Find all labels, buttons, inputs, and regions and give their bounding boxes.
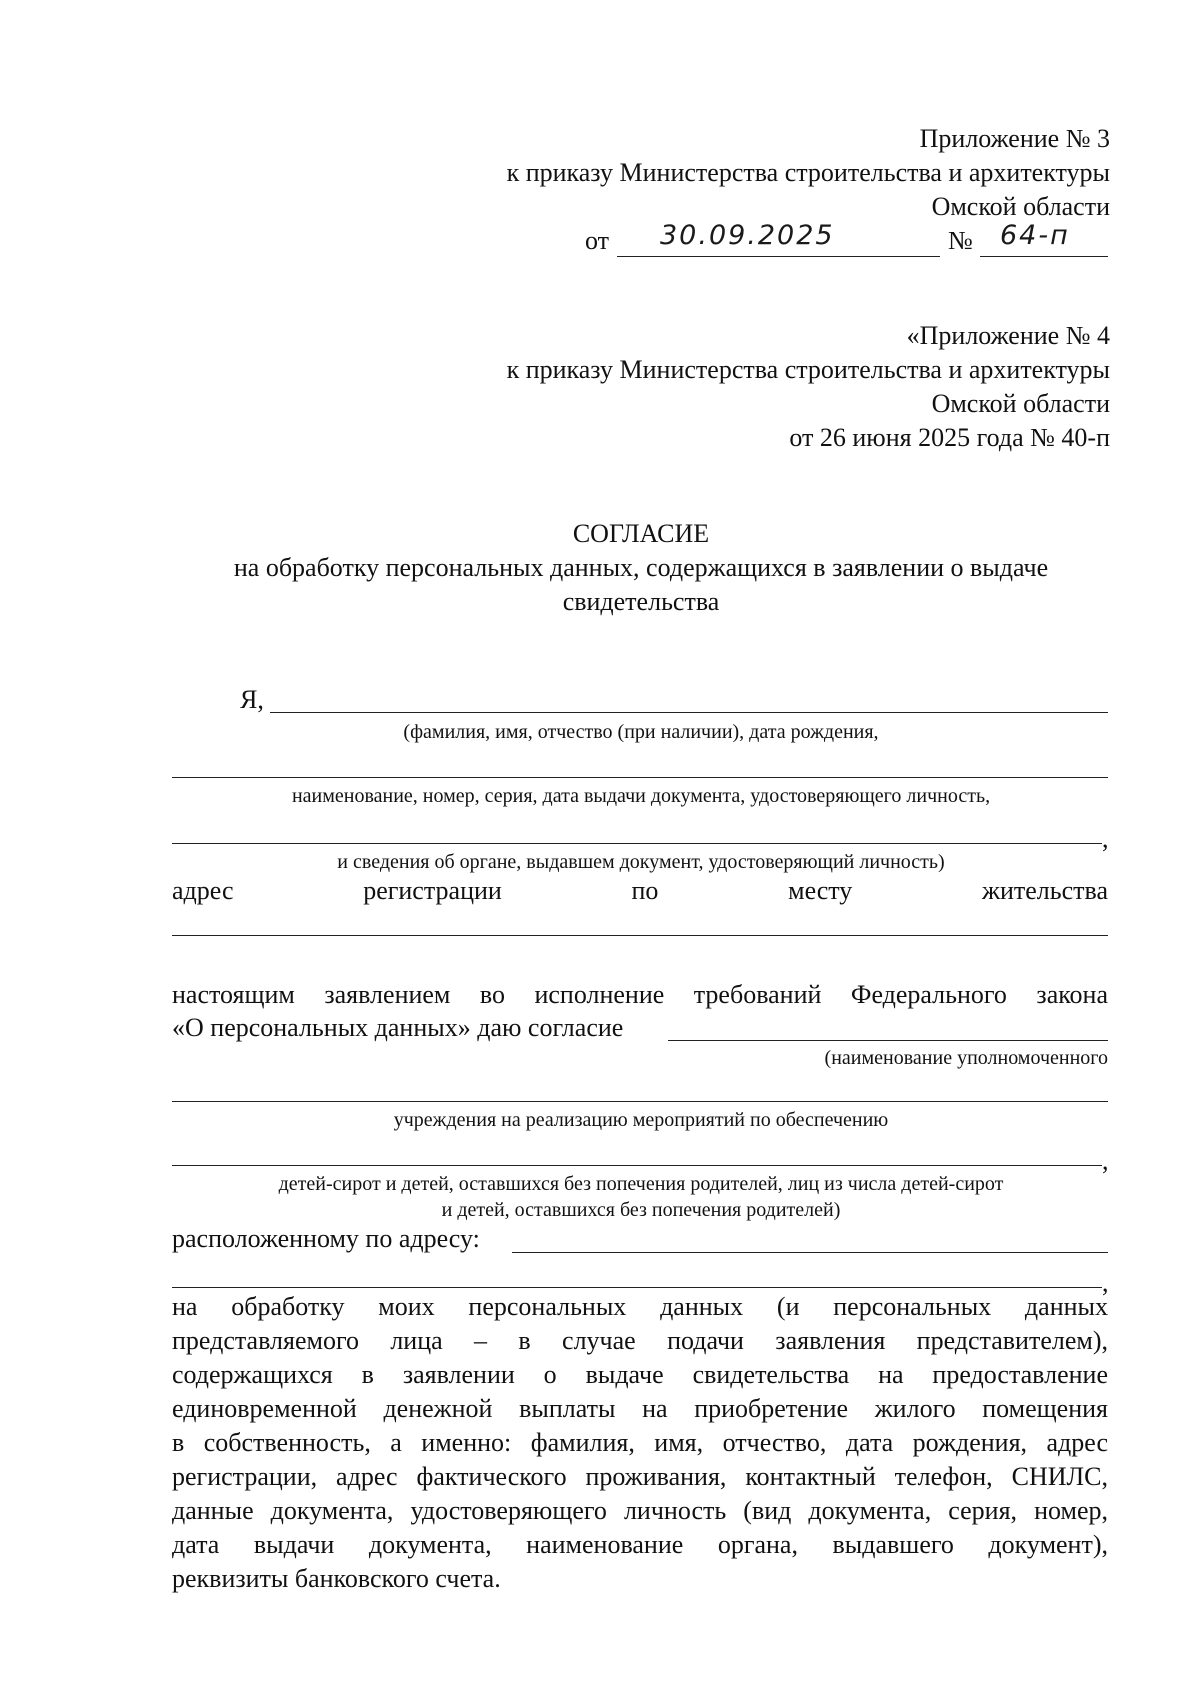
body-line-4: единовременной денежной выплаты на приобретение жилого помещения [172,1394,1108,1423]
body-paragraph [172,1290,1108,1596]
full-name-line [270,712,1108,713]
annex3-number-line [980,256,1108,257]
issuer-line-comma: , [1102,824,1109,853]
registration-word-5: жительства [982,876,1108,905]
annex4-order-ref: к приказу Министерства строительства и архитектуры [506,355,1110,384]
institution-line3 [172,1165,1102,1166]
registration-word-3: по [631,876,659,905]
registration-word-4: месту [788,876,853,905]
annex3-date-line [617,256,940,257]
annex3-date-handwritten: 30.09.2025 [660,220,835,251]
body-line-3: содержащихся в заявлении о выдаче свидетельства на предоставление [172,1360,1108,1389]
registration-word-1: адрес [172,876,234,905]
registration-word-2: регистрации [363,876,502,905]
located-address-comma: , [1102,1268,1109,1297]
annex3-title: Приложение № 3 [919,124,1110,153]
issuer-hint: и сведения об органе, выдавшем документ, удостоверяющий личность) [337,851,945,873]
annex3-from-label: от [585,226,610,255]
document-heading: СОГЛАСИЕ [572,519,710,548]
document-subtitle-line1: на обработку персональных данных, содержащихся в заявлении о выдаче [233,553,1049,582]
id-document-line [172,777,1108,778]
issuer-line [172,843,1102,844]
body-line-1: на обработку моих персональных данных (и персональных данных [172,1292,1108,1321]
institution-hint3a: детей-сирот и детей, оставшихся без попечения родителей, лиц из числа детей-сирот [278,1173,1004,1195]
annex3-number-label: № [948,226,973,255]
consent-line2: «О персональных данных» даю согласие [172,1013,624,1042]
body-line-8: дата выдачи документа, наименование органа, выдавшего документ), [172,1530,1108,1559]
registration-address-line [172,935,1108,936]
annex3-order-ref: к приказу Министерства строительства и архитектуры [506,158,1110,187]
institution-line1 [668,1040,1108,1041]
institution-line3-comma: , [1102,1146,1109,1175]
i-label: Я, [240,685,264,714]
annex4-date-number: от 26 июня 2025 года № 40-п [789,423,1110,452]
annex3-region: Омской области [931,192,1110,221]
annex4-title: «Приложение № 4 [906,321,1110,350]
annex4-region: Омской области [931,389,1110,418]
institution-hint3b: и детей, оставшихся без попечения родителей) [441,1199,841,1221]
located-at-label: расположенному по адресу: [172,1224,480,1253]
body-line-2: представляемого лица – в случае подачи заявления представителем), [172,1326,1108,1355]
body-line-5: в собственность, а именно: фамилия, имя, отчество, дата рождения, адрес [172,1428,1108,1457]
body-line-9: реквизиты банковского счета. [172,1564,501,1593]
institution-hint2: учреждения на реализацию мероприятий по обеспечению [393,1109,889,1131]
annex3-number-handwritten: 64-п [1000,220,1070,251]
registration-address-label [172,874,1108,908]
located-address-line2 [172,1287,1102,1288]
id-document-hint: наименование, номер, серия, дата выдачи документа, удостоверяющего личность, [291,785,991,807]
full-name-hint: (фамилия, имя, отчество (при наличии), дата рождения, [403,721,879,743]
body-line-6: регистрации, адрес фактического проживания, контактный телефон, СНИЛС, [172,1462,1108,1491]
located-address-line1 [512,1252,1108,1253]
document-subtitle-line2: свидетельства [562,587,720,616]
institution-line2 [172,1101,1108,1102]
body-line-7: данные документа, удостоверяющего личность (вид документа, серия, номер, [172,1496,1108,1525]
consent-line1: настоящим заявлением во исполнение требований Федерального закона [172,980,1108,1009]
institution-hint1: (наименование уполномоченного [824,1047,1108,1069]
